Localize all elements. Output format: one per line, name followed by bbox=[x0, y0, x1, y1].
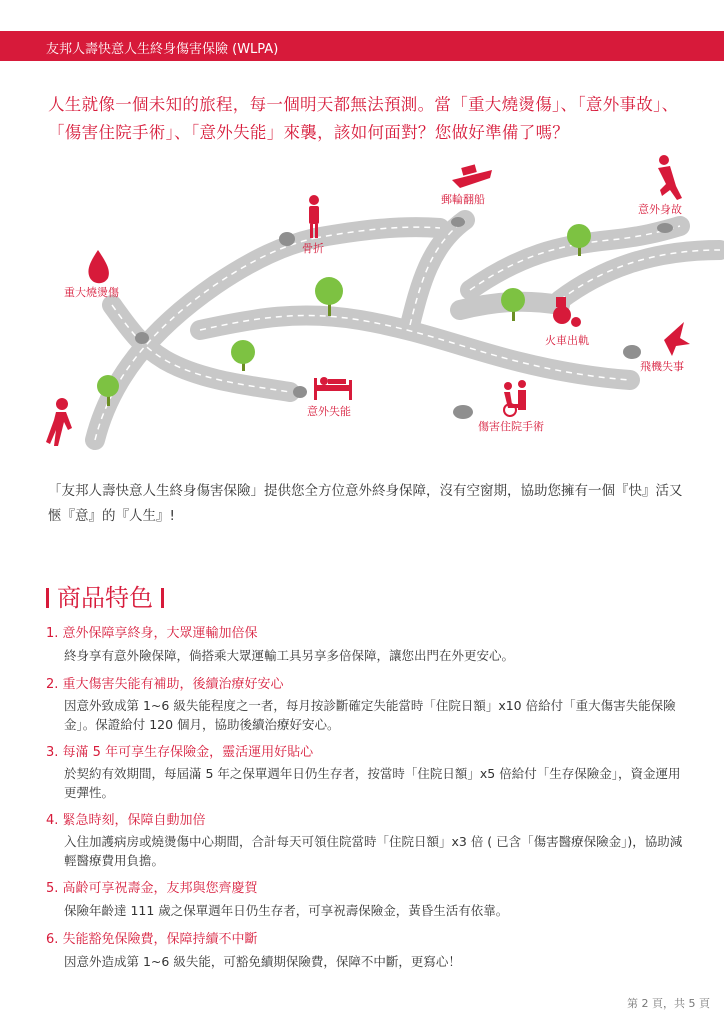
header-bar bbox=[0, 31, 724, 61]
page-number: 第 2 頁，共 5 頁 bbox=[627, 997, 710, 1010]
label-plane: 飛機失事 bbox=[640, 360, 684, 373]
feature-body: 因意外致成第 1~6 級失能程度之一者，每月按診斷確定失能當時「住院日額」x10 倍給付「重大傷害失能保險金」。保證給付 120 個月，協助後續治療好安心。 bbox=[64, 698, 676, 732]
feature-title: 5. 高齡可享祝壽金，友邦與您齊慶賀 bbox=[46, 881, 258, 896]
feature-title: 2. 重大傷害失能有補助，後續治療好安心 bbox=[46, 677, 284, 692]
walking-person-icon bbox=[46, 398, 72, 446]
header-title: 友邦人壽快意人生終身傷害保險 (WLPA) bbox=[46, 42, 279, 57]
label-death: 意外身故 bbox=[638, 203, 682, 216]
label-ship: 郵輪翻船 bbox=[441, 193, 485, 206]
product-description: 「友邦人壽快意人生終身傷害保險」提供您全方位意外終身保障，沒有空窗期，協助您擁有一個『快』活又愜『意』的『人生』! bbox=[48, 483, 683, 524]
wheelchair-icon bbox=[504, 380, 526, 416]
title-bar-left bbox=[46, 588, 49, 608]
feature-body: 保險年齡達 111 歲之保單週年日仍生存者，可享祝壽保險金，黃昏生活有依靠。 bbox=[64, 903, 509, 918]
label-fracture: 骨折 bbox=[302, 242, 324, 255]
label-hospital: 傷害住院手術 bbox=[478, 420, 544, 433]
label-burn: 重大燒燙傷 bbox=[64, 286, 119, 299]
title-bar-right bbox=[161, 588, 164, 608]
plane-crash-icon bbox=[664, 322, 690, 356]
falling-person-icon bbox=[658, 155, 682, 200]
tree-icon bbox=[501, 288, 525, 321]
feature-title: 4. 緊急時刻，保障自動加倍 bbox=[46, 813, 206, 828]
fire-icon bbox=[88, 250, 108, 283]
label-disability: 意外失能 bbox=[307, 405, 351, 418]
label-fire: 火車出軌 bbox=[545, 334, 589, 347]
ship-icon bbox=[452, 164, 492, 188]
intro-paragraph: 人生就像一個未知的旅程，每一個明天都無法預測。當「重大燒燙傷」、「意外事故」、「傷害住院手術」、「意外失能」來襲，該如何面對？您做好準備了嗎？ bbox=[48, 95, 679, 142]
journey-illustration bbox=[0, 150, 724, 450]
feature-body: 入住加護病房或燒燙傷中心期間，合計每天可領住院當時「住院日額」x3 倍 ( 已含「傷害醫療保險金」)，協助減輕醫療費用負擔。 bbox=[64, 834, 683, 868]
feature-body: 終身享有意外險保障，倘搭乘大眾運輸工具另享多倍保障，讓您出門在外更安心。 bbox=[64, 648, 515, 663]
section-title bbox=[46, 578, 164, 613]
feature-body: 因意外造成第 1~6 級失能，可豁免續期保險費，保障不中斷，更寫心！ bbox=[64, 954, 461, 969]
section-title-text: 商品特色 bbox=[57, 584, 153, 612]
feature-title: 3. 每滿 5 年可享生存保險金，靈活運用好貼心 bbox=[46, 745, 314, 760]
feature-title: 6. 失能豁免保險費，保障持續不中斷 bbox=[46, 932, 258, 947]
feature-body: 於契約有效期間，每屆滿 5 年之保單週年日仍生存者，按當時「住院日額」x5 倍給付「生存保險金」，資金運用更彈性。 bbox=[64, 766, 681, 800]
hospital-bed-icon bbox=[314, 377, 352, 400]
feature-title: 1. 意外保障享終身，大眾運輸加倍保 bbox=[46, 626, 258, 641]
tree-icon bbox=[231, 340, 255, 371]
